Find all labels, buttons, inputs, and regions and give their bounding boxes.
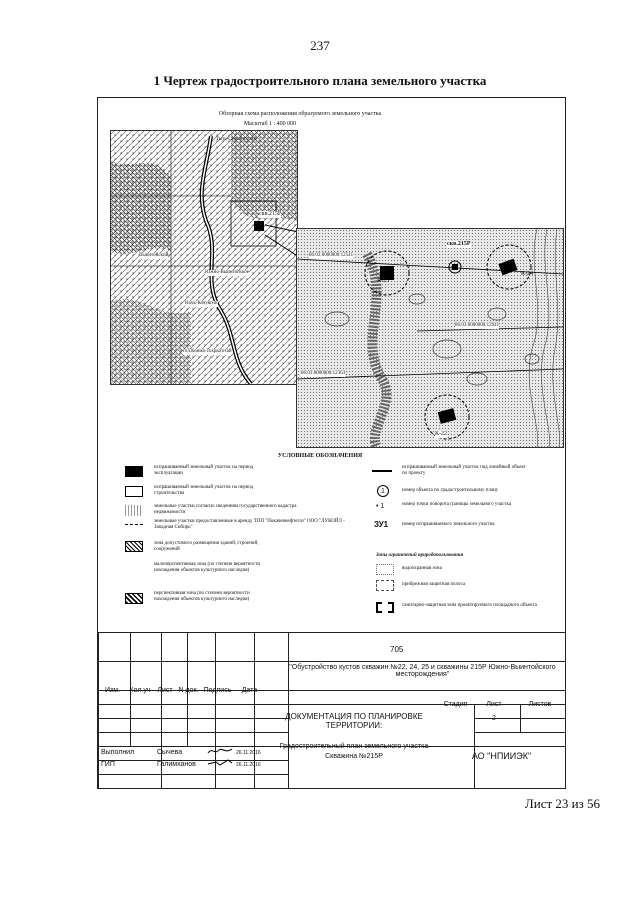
stamp-sheet-value: 2 (492, 715, 496, 722)
legend-title: УСЛОВНЫЕ ОБОЗНАЧЕНИЯ (277, 453, 363, 459)
overview-label-4: Ночь-Кочуягин (185, 301, 218, 306)
document-title: 1 Чертеж градостроительного плана земельного участка (153, 73, 487, 88)
stamp-stage-header: Стадия (443, 701, 468, 708)
legend-symbol-cadastral (125, 505, 143, 516)
stamp-project: "Обустройство кустов скважин №22, 24, 25 и скважины 215Р Южно-Выинтойского месторождения" (289, 664, 556, 678)
legend-symbol-perspective (125, 593, 143, 604)
legend-symbol-exploitation (125, 466, 143, 477)
stamp-role-0: Выполнил (101, 749, 135, 756)
legend-right-0: испрашиваемый земельный участок под линейный объект по проекту (402, 465, 526, 476)
legend-left-6: перспективная зона (по степени вероятности нахождения объектов культурного наследия) (154, 591, 250, 602)
detail-label-k22: К-22 (435, 431, 447, 437)
detail-map (296, 228, 564, 448)
detail-cadastral-3: 86:03:0000000:12541 (309, 253, 354, 258)
legend-symbol-turn-point: • 1 (376, 503, 385, 510)
page-number: 237 (310, 38, 330, 53)
overview-label-1: Выинтойский (139, 253, 169, 258)
overview-caption: Обзорная схема расположения образуемого земельного участка (218, 111, 382, 117)
overview-label-0: Тыть-Севыйтотлкй (216, 137, 257, 142)
legend-symbol-sanitary-zone (376, 602, 394, 613)
stamp-name-0: Сычева (157, 749, 183, 756)
detail-label-well: скв.215Р (447, 241, 471, 247)
legend-zone-1: прибрежная защитная полоса (402, 582, 466, 587)
stamp-role-1: ГИП (101, 761, 115, 768)
legend-symbol-building-zone (125, 541, 143, 552)
legend-left-4: зона допустимого размещения зданий, строений, сооружений (154, 541, 259, 552)
stamp-date-0: 26.11.2016 (236, 750, 261, 756)
stamp-header-5: Дата (241, 687, 258, 694)
legend-symbol-construction (125, 486, 143, 497)
legend-left-1: испрашиваемый земельный участок на период строительства (154, 485, 254, 496)
stamp-header-2: Лист (157, 687, 173, 694)
detail-label-k25: К-25 (377, 278, 389, 284)
legend-left-2: земельные участки,согласно сведениям государственного кадастра недвижимости (154, 504, 297, 515)
stamp-date-1: 26.11.2016 (236, 762, 261, 768)
stamp-header-3: N док. (178, 687, 199, 694)
detail-cadastral-1: 86:03:0000000:12363 (301, 371, 346, 376)
stamp-plan-title: Градостроительный план земельного участка Скважина №215Р (279, 743, 429, 760)
legend-symbol-coast-zone (376, 580, 394, 591)
overview-label-3: Южно-Выинтойское (205, 270, 250, 275)
signature-0 (206, 746, 234, 756)
detail-cadastral-2: 86:03:0000000:12941 (455, 323, 500, 328)
overview-label-2: скв.215Р (259, 211, 282, 217)
stamp-header-0: Изм. (105, 687, 120, 694)
overview-label-5: гол.Конма-Тохрытотай (183, 349, 232, 354)
stamp-doc-title: ДОКУМЕНТАЦИЯ ПО ПЛАНИРОВКЕ ТЕРРИТОРИИ: (285, 712, 423, 730)
legend-right-1: номер объекта по градостроительному плану (402, 488, 499, 493)
legend-left-5: малоперспективная зона (по степени вероятности нахождения объектов культурного наследия) (154, 562, 261, 573)
legend-zone-2: санитарно-защитная зона проектируемого площадного объекта (402, 603, 537, 608)
legend-symbol-lease (125, 524, 143, 525)
stamp-header-4: Подпись (203, 687, 232, 694)
legend-right-3: номер испрашиваемого земельного участка (402, 522, 495, 527)
legend-symbol-water-zone (376, 564, 394, 575)
stamp-code: 705 (390, 645, 404, 654)
legend-left-3: земельные участки предоставленные в аренду ТПП "Покачевнефтегаз" ООО "ЛУКОЙЛ - Западная Сибирь" (154, 519, 345, 530)
legend-left-0: испрашиваемый земельный участок на период эксплуатации (154, 465, 254, 476)
detail-map-drawing (297, 229, 563, 447)
legend-symbol-plot-number: ЗУ1 (374, 520, 389, 529)
legend-symbol-object-number: 1 (377, 485, 389, 497)
stamp-sheets-header: Листов (528, 701, 552, 708)
stamp-name-1: Галимханов (157, 761, 196, 768)
stamp-sheet-header: Лист (486, 701, 502, 708)
stamp-header-1: Кол.уч (129, 687, 151, 694)
stamp-organization: АО "НПИИЭК" (471, 751, 532, 761)
legend-zones-title: Зоны ограничений природопользования (376, 553, 464, 558)
detail-label-k24: К-24 (521, 271, 533, 277)
signature-1 (206, 758, 234, 768)
overview-scale: Масштаб 1 : 400 000 (243, 121, 297, 127)
sheet-footer: Лист 23 из 56 (524, 796, 600, 811)
legend-right-2: номер точки поворота границы земельного участка (402, 502, 512, 507)
legend-zone-0: водоохранная зона (402, 566, 442, 571)
legend-symbol-linear (372, 470, 392, 472)
